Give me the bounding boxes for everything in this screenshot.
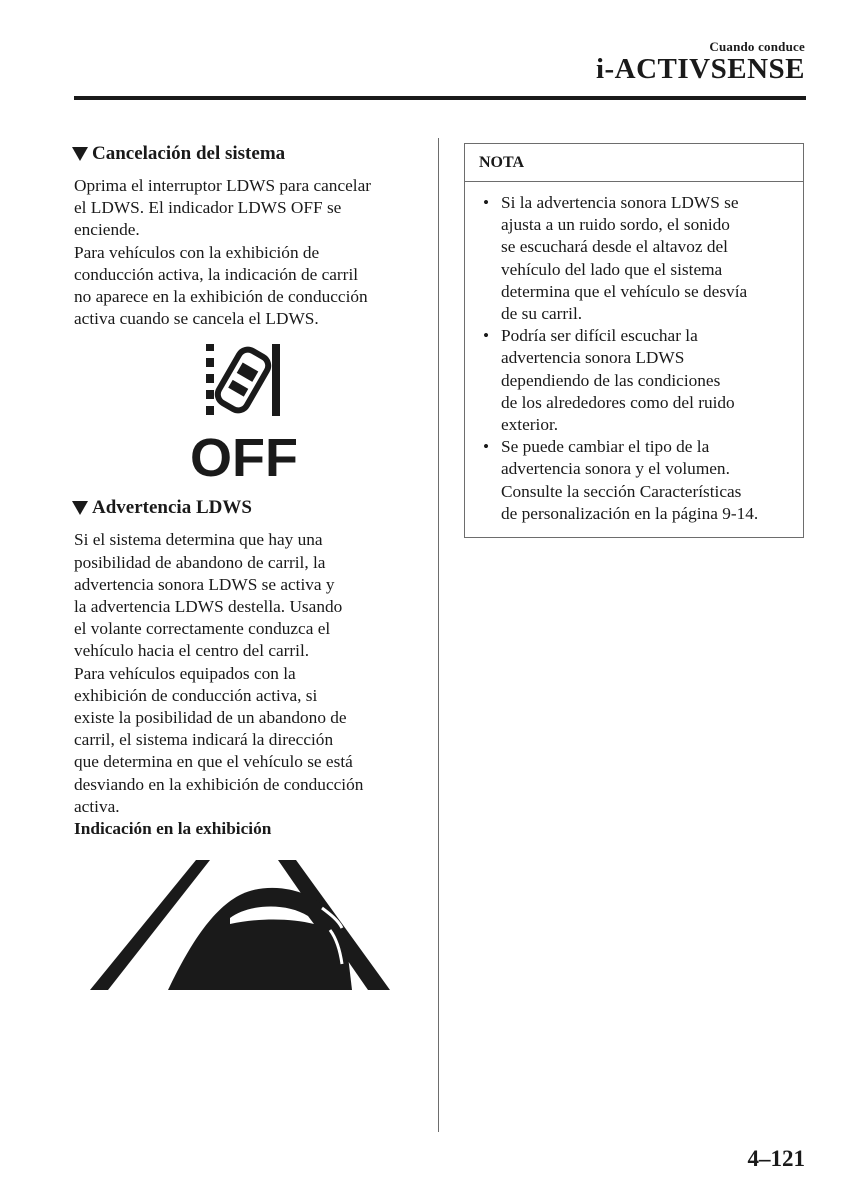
- note-item: [479, 192, 789, 325]
- text-line: advertencia sonora y el volumen.: [501, 459, 730, 479]
- text-line: existe la posibilidad de un abandono de: [74, 708, 347, 728]
- text-line: exterior.: [501, 415, 559, 435]
- text-line: activa.: [74, 796, 120, 816]
- text-line: de personalización en la página 9-14.: [501, 503, 759, 523]
- cancel-section-heading-text: Cancelación del sistema: [92, 143, 286, 164]
- text-line: se escuchará desde el altavoz del: [501, 237, 728, 257]
- display-label: Indicación en la exhibición: [74, 819, 272, 839]
- bullet-icon: •: [483, 193, 490, 212]
- text-line: vehículo hacia el centro del carril.: [74, 641, 310, 661]
- bullet-icon: •: [483, 326, 490, 346]
- text-line: enciende.: [74, 220, 140, 240]
- text-line: el LDWS. El indicador LDWS OFF se: [74, 198, 342, 218]
- warning-section-heading-text: Advertencia LDWS: [92, 497, 252, 519]
- column-divider: [438, 138, 439, 1132]
- lane-departure-display-illustration: [90, 860, 390, 995]
- triangle-marker-icon: [72, 147, 88, 161]
- text-line: Se puede cambiar el tipo de la: [501, 437, 710, 457]
- text-line: advertencia sonora LDWS se activa y: [74, 574, 335, 594]
- left-column: [74, 141, 424, 995]
- text-line: no aparece en la exhibición de conducción: [74, 287, 368, 307]
- cancel-section-heading: [72, 141, 424, 167]
- text-line: posibilidad de abandono de carril, la: [74, 552, 326, 572]
- ldws-off-indicator-icon: [186, 344, 306, 479]
- text-line: de su carril.: [501, 304, 583, 324]
- triangle-marker-icon: [72, 501, 88, 515]
- text-line: de los alrededores como del ruido: [501, 392, 735, 412]
- text-line: vehículo del lado que el sistema: [501, 259, 723, 279]
- text-line: desviando en la exhibición de conducción: [74, 774, 364, 794]
- header-section-label: Cuando conduce: [709, 39, 805, 54]
- text-line: Si el sistema determina que hay una: [74, 530, 323, 550]
- text-line: advertencia sonora LDWS: [501, 348, 685, 368]
- header-rule: [74, 96, 806, 100]
- text-line: el volante correctamente conduzca el: [74, 619, 331, 639]
- text-line: Si la advertencia sonora LDWS se: [501, 193, 739, 212]
- text-line: Para vehículos con la exhibición de: [74, 242, 320, 262]
- text-line: Oprima el interruptor LDWS para cancelar: [74, 176, 372, 195]
- note-list: [465, 182, 803, 525]
- warning-paragraph: [74, 529, 424, 818]
- note-title: NOTA: [465, 144, 803, 182]
- cancel-paragraph: [74, 175, 424, 330]
- text-line: ajusta a un ruido sordo, el sonido: [501, 215, 730, 235]
- text-line: dependiendo de las condiciones: [501, 370, 721, 390]
- note-box: [464, 143, 804, 538]
- text-line: conducción activa, la indicación de carril: [74, 264, 359, 284]
- text-line: carril, el sistema indicará la dirección: [74, 730, 334, 750]
- bullet-icon: •: [483, 437, 490, 457]
- text-line: que determina en que el vehículo se está: [74, 752, 353, 772]
- text-line: exhibición de conducción activa, si: [74, 685, 318, 705]
- note-item: [479, 325, 789, 436]
- header-title: i-ACTIVSENSE: [595, 53, 805, 85]
- warning-section-heading: [72, 495, 424, 521]
- page-number: 4–121: [747, 1146, 805, 1171]
- text-line: la advertencia LDWS destella. Usando: [74, 597, 343, 617]
- text-line: determina que el vehículo se desvía: [501, 281, 748, 301]
- text-line: activa cuando se cancela el LDWS.: [74, 309, 319, 329]
- text-line: Para vehículos equipados con la: [74, 663, 296, 683]
- off-indicator-text: OFF: [190, 428, 298, 480]
- text-line: Podría ser difícil escuchar la: [501, 326, 698, 346]
- note-item: [479, 436, 789, 525]
- text-line: Consulte la sección Características: [501, 481, 742, 501]
